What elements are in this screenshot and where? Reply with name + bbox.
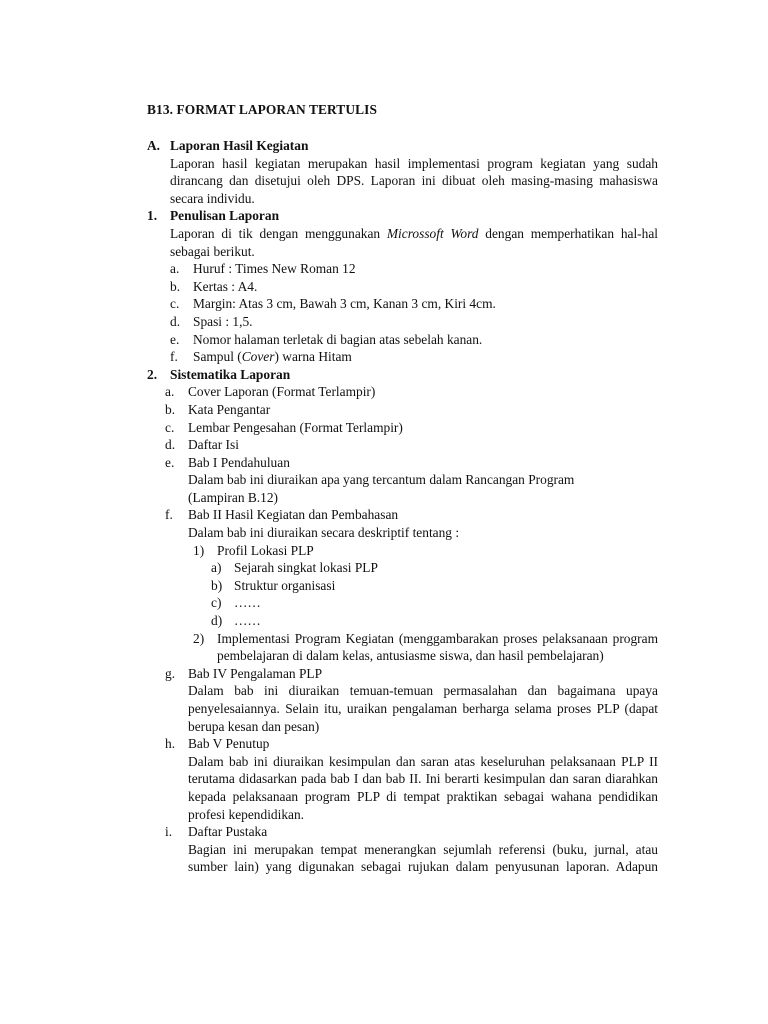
section-1-intro-before: Laporan di tik dengan menggunakan [170, 225, 387, 241]
section-2-list [147, 383, 658, 876]
page-title: B13. FORMAT LAPORAN TERTULIS [147, 102, 378, 117]
list-item-text: Spasi : 1,5. [193, 313, 253, 329]
list-item-text: Bagian ini merupakan tempat menerangkan sejumlah referensi (buku, jurnal, atau sumber lain) yang digunakan sebagai rujukan dalam penyusunan laporan. Adapun [188, 841, 658, 875]
list-item-label: a. [165, 384, 175, 400]
list-item-text: Dalam bab ini diuraikan temuan-temuan permasalahan dan bagaimana upaya penyelesaiannya. Selain itu, uraikan pengalaman berharga selama proses PLP (dapat berupa kesan dan pesan) [188, 683, 658, 734]
list-item [170, 260, 658, 278]
list-item-heading: Daftar Pustaka [188, 824, 268, 840]
section-1-intro-after: dengan memperhatikan hal-hal sebagai berikut. [170, 225, 658, 259]
list-item-text: Daftar Isi [188, 437, 239, 453]
document-body [147, 137, 658, 876]
sub-item-label: 1) [193, 542, 205, 558]
section-1-heading: Penulisan Laporan [170, 208, 280, 224]
list-item-label: e. [170, 331, 180, 347]
sub-item-text: Profil Lokasi PLP [217, 542, 314, 558]
section-2 [147, 366, 658, 876]
list-item [165, 823, 658, 876]
section-2-header [147, 366, 658, 384]
section-a-text: Laporan hasil kegiatan merupakan hasil implementasi program kegiatan yang sudah dirancang dan disetujui oleh DPS. Laporan ini dibuat oleh masing-masing mahasiswa secara individu. [170, 155, 658, 206]
sub-sub-item-text: Sejarah singkat lokasi PLP [234, 560, 378, 576]
list-item [165, 665, 658, 735]
sub-sub-item [211, 594, 658, 612]
list-item-text: Kertas : A4. [193, 278, 258, 294]
list-item-heading: Bab IV Pengalaman PLP [188, 665, 323, 681]
list-item-text: Dalam bab ini diuraikan secara deskriptif tentang : [188, 525, 460, 541]
list-item-label: f. [165, 507, 173, 523]
list-item-text-italic: Cover [241, 349, 275, 365]
sub-sub-item [211, 559, 658, 577]
list-item-heading: Bab I Pendahuluan [188, 454, 290, 470]
list-item [165, 506, 658, 664]
section-1-label: 1. [147, 208, 158, 224]
section-2-heading: Sistematika Laporan [170, 366, 291, 382]
list-item [170, 348, 658, 366]
list-item [165, 454, 658, 507]
list-item-text: Cover Laporan (Format Terlampir) [188, 384, 376, 400]
list-item-text: Dalam bab ini diuraikan apa yang tercantum dalam Rancangan Program (Lampiran B.12) [188, 472, 575, 505]
list-item [165, 401, 658, 419]
list-item-text: Huruf : Times New Roman 12 [193, 261, 356, 277]
list-item [165, 735, 658, 823]
list-item [165, 419, 658, 437]
list-item-heading: Bab V Penutup [188, 736, 270, 752]
section-a-heading: Laporan Hasil Kegiatan [170, 138, 309, 153]
sub-item-label: 2) [193, 630, 205, 646]
list-item-label: e. [165, 454, 175, 470]
list-item-label: h. [165, 736, 176, 752]
list-item-label: b. [170, 278, 181, 294]
list-item-label: i. [165, 824, 173, 840]
section-1 [147, 207, 658, 365]
list-item-label: g. [165, 665, 176, 681]
list-item [170, 278, 658, 296]
list-item [170, 331, 658, 349]
section-1-intro [170, 225, 658, 260]
list-item [170, 313, 658, 331]
list-item-label: d. [170, 313, 181, 329]
list-item [165, 436, 658, 454]
section-1-intro-italic: Microssoft Word [386, 225, 479, 241]
sub-sub-item [211, 577, 658, 595]
sub-sub-item-text: Struktur organisasi [234, 577, 336, 593]
section-a-label: A. [147, 138, 161, 153]
sub-sub-item-text: …… [234, 595, 261, 611]
sub-item [188, 630, 658, 665]
list-item-text: Dalam bab ini diuraikan kesimpulan dan saran atas keseluruhan pelaksanaan PLP II terutama didasarkan pada bab I dan bab II. Ini berarti kesimpulan dan saran diarahkan kepada pelaksanaan program PLP di tempat praktikan sebagai wahana pendidikan profesi kependidikan. [188, 753, 658, 822]
section-2-label: 2. [147, 366, 158, 382]
sub-sub-item-label: c) [211, 595, 222, 611]
list-item-label: c. [165, 419, 175, 435]
list-item-text-after: ) warna Hitam [274, 349, 352, 365]
list-item-text: Margin: Atas 3 cm, Bawah 3 cm, Kanan 3 cm, Kiri 4cm. [193, 296, 496, 312]
list-item-heading: Bab II Hasil Kegiatan dan Pembahasan [188, 507, 399, 523]
sub-sub-item-label: d) [211, 613, 223, 629]
list-item [170, 295, 658, 313]
list-item-text: Nomor halaman terletak di bagian atas sebelah kanan. [193, 331, 483, 347]
sub-sub-item-label: b) [211, 577, 223, 593]
list-item-label: c. [170, 296, 180, 312]
sub-sub-item-label: a) [211, 560, 222, 576]
list-item-label: d. [165, 437, 176, 453]
sub-sub-item-text: …… [234, 613, 261, 629]
list-item [165, 383, 658, 401]
section-1-list [170, 260, 658, 366]
list-item-text-before: Sampul ( [193, 349, 242, 365]
sub-item-text: Implementasi Program Kegiatan (menggambarakan proses pelaksanaan program pembelajaran di dalam kelas, antusiasme siswa, dan hasil pembelajaran) [217, 630, 658, 664]
sub-item [188, 542, 658, 630]
list-item-text: Kata Pengantar [188, 401, 271, 417]
list-item-label: a. [170, 261, 180, 277]
list-item-label: b. [165, 401, 176, 417]
sub-sub-item [211, 612, 658, 630]
list-item-label: f. [170, 349, 178, 365]
sub-sub-list [211, 559, 658, 629]
section-a [147, 137, 658, 207]
list-item-text: Lembar Pengesahan (Format Terlampir) [188, 419, 403, 435]
